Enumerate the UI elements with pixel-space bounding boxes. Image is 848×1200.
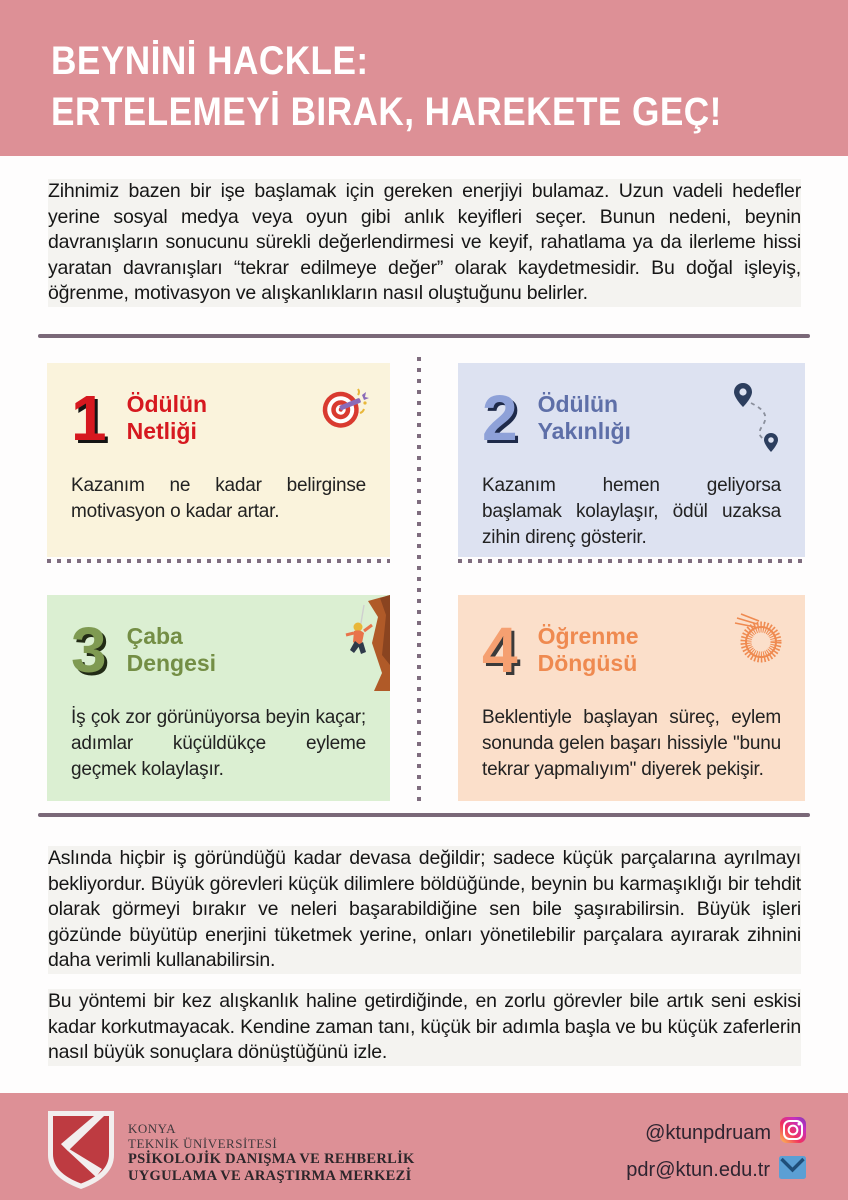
card-reward-proximity xyxy=(458,363,805,557)
card-body: İş çok zor görünüyorsa beyin kaçar; adımlar küçüldükçe eyleme geçmek kolaylaşır. xyxy=(71,707,366,780)
card-number: 3 xyxy=(71,614,107,686)
card-head xyxy=(482,383,781,465)
bottom-divider xyxy=(38,813,810,817)
outro-paragraph-1: Aslında hiçbir iş göründüğü kadar devasa değildir; sadece küçük parçalarına ayrılmayı bekliyordur. Büyük görevleri küçük dilimlere böldüğünde, beynin bu karmaşıklığı bir tehdit olarak görmeyi bırakır ve neleri başarabildiğine sen bile şaşırabilirsin. Büyük işleri gözünde büyütüp enerjini tüketmek yerine, onları yönetilebilir parçalara ayırarak zihnini daha verimli kullanabilirsin. xyxy=(48,846,801,974)
top-divider xyxy=(38,334,810,338)
card-body: Kazanım ne kadar belirginse motivasyon o kadar artar. xyxy=(71,475,366,522)
route-pins-icon xyxy=(729,381,785,460)
dotted-divider-left xyxy=(47,559,390,563)
university-identity xyxy=(48,1111,415,1194)
instagram-row xyxy=(626,1117,806,1149)
card-body: Kazanım hemen geliyorsa başlamak kolaylaşır, ödül uzaksa zihin direnç gösterir. xyxy=(482,475,781,548)
contact-block xyxy=(626,1117,806,1192)
card-body: Beklentiyle başlayan süreç, eylem sonunda gelen başarı hissiyle "bunu tekrar yapmalıyım" diyerek pekişir. xyxy=(482,707,781,780)
card-title: Ödülün Yakınlığı xyxy=(537,391,631,444)
loop-icon xyxy=(731,613,785,672)
outro-paragraph-2: Bu yöntemi bir kez alışkanlık haline getirdiğinde, en zorlu görevler bile artık seni eskisi kadar korkutmayacak. Kendine zaman tanı, küçük bir adımla başla ve bu küçük zaferlerin nasıl büyük sonuçlara dönüştüğünü izle. xyxy=(48,989,801,1066)
instagram-handle: @ktunpdruam xyxy=(645,1121,771,1144)
dart-target-icon xyxy=(316,381,370,440)
card-learning-loop xyxy=(458,595,805,801)
card-head xyxy=(482,615,781,697)
card-reward-clarity xyxy=(47,363,390,557)
org-line: UYGULAMA VE ARAŞTIRMA MERKEZİ xyxy=(128,1167,412,1184)
org-line: TEKNİK ÜNİVERSİTESİ xyxy=(128,1135,278,1151)
org-line: KONYA xyxy=(128,1120,176,1136)
email-address: pdr@ktun.edu.tr xyxy=(626,1159,770,1181)
header-title-line1: BEYNİNİ HACKLE: xyxy=(51,39,369,83)
footer-banner xyxy=(0,1093,848,1200)
org-line: PSİKOLOJİK DANIŞMA VE REHBERLİK xyxy=(128,1150,415,1167)
card-number: 2 xyxy=(482,382,518,454)
email-icon xyxy=(779,1156,806,1185)
email-row xyxy=(626,1156,806,1185)
card-effort-balance xyxy=(47,595,390,801)
card-title: Öğrenme Döngüsü xyxy=(537,623,639,676)
card-number: 4 xyxy=(482,614,518,686)
card-title: Çaba Dengesi xyxy=(126,623,217,676)
card-head xyxy=(71,383,366,465)
header-title-line2: ERTELEMEYİ BIRAK, HAREKETE GEÇ! xyxy=(51,90,722,134)
university-name-block xyxy=(128,1121,415,1185)
climber-icon xyxy=(330,595,390,696)
page-title xyxy=(0,0,746,138)
header-banner xyxy=(0,0,848,156)
card-number: 1 xyxy=(71,382,107,454)
card-title: Ödülün Netliği xyxy=(126,391,208,444)
intro-paragraph: Zihnimiz bazen bir işe başlamak için gereken enerjiyi bulamaz. Uzun vadeli hedefler yerine sosyal medya veya oyun gibi anlık keyifleri seçer. Bunun nedeni, beynin davranışların sonucunu sürekli değerlendirmesi ve keyif, rahatlama ya da ilerleme hissi yaratan davranışları “tekrar edilmeye değer” olarak kaydetmesidir. Bu doğal işleyiş, öğrenme, motivasyon ve alışkanlıkların nasıl oluştuğunu belirler. xyxy=(48,179,801,307)
card-head xyxy=(71,615,366,697)
university-shield-logo xyxy=(48,1111,114,1194)
instagram-icon xyxy=(780,1117,806,1149)
dotted-divider-right xyxy=(458,559,805,563)
vertical-dotted-divider xyxy=(417,357,421,803)
